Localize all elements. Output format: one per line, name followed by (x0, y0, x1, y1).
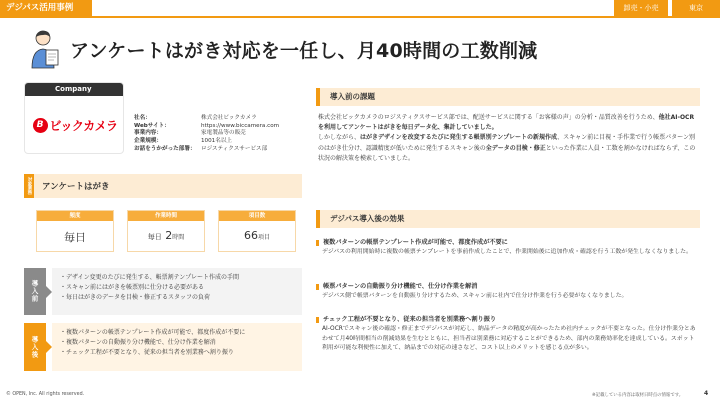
info-key: お話をうかがった部署： (134, 145, 196, 152)
effect-title: 複数パターンの帳票テンプレート作成が可能で、都度作成が不要に (316, 238, 700, 248)
issue-text: 、認識精度が低いために発生するスキャン後の (359, 144, 486, 152)
stat-label: 頻度 (37, 211, 113, 221)
copyright: © OPEN, Inc. All rights reserved. (6, 392, 85, 397)
list-item: ・ デザイン変更のたびに発生する、帳票割テンプレート作成の手間 (60, 273, 294, 283)
company-info (134, 115, 279, 154)
issue-text-bold: 他社AI-OCRを利用してアンケートはがきを毎日データ化、集計していました。 (318, 114, 695, 132)
page-title: アンケートはがき対応を一任し、月40時間の工数削減 (70, 40, 538, 62)
info-value: ロジスティクスサービス部 (201, 145, 268, 152)
stat-value (37, 221, 113, 245)
logo-text: ビックカメラ (49, 118, 118, 133)
section-accent-bar (316, 210, 320, 228)
stat-frequency (36, 210, 114, 252)
list-item: ・ 毎日はがきのデータを目検・修正するスタッフの負荷 (60, 293, 294, 303)
issue-text: 、スキャン前に目視・手作業で行う帳票パターン別のはがき仕分け (318, 134, 695, 152)
info-key: 事業内容： (134, 130, 162, 137)
top-divider (0, 16, 720, 18)
issue-text: 株式会社ビックカメラのロジスティクスサービス部では、配送サービスに関する「お客様の声」の分析・品質改善を行うため、 (318, 114, 659, 121)
issue-text-bold: 全データの目検・修正 (485, 144, 546, 152)
company-card-header: Company (25, 83, 123, 96)
stat-number: 2 (165, 229, 173, 242)
stat-value (128, 221, 204, 242)
info-value: 1001名以上 (201, 138, 233, 145)
list-item: ・ 複数パターンの帳票テンプレート作成が可能で、都度作成が不要に (60, 328, 294, 338)
company-logo (25, 96, 124, 154)
info-key: 企業規模： (134, 138, 162, 145)
list-item: ・ 複数パターンの自動振り分け機能で、仕分け作業を解消 (60, 338, 294, 348)
website-link[interactable]: https://www.biccamera.com (201, 122, 280, 129)
effect-item (316, 238, 700, 258)
before-list (52, 268, 302, 315)
person-with-document-icon (28, 28, 62, 72)
issue-text: といった作業に人員・工数を割かなければならず、この状況の解決策を模索していました。 (318, 144, 696, 162)
info-key: 社名： (134, 115, 151, 121)
stat-prefix: 毎日 (147, 233, 162, 241)
page-number: 4 (704, 390, 709, 397)
target-task-label: 対象業務 (24, 174, 34, 198)
section-accent-bar (316, 88, 320, 106)
info-row-name (134, 115, 279, 123)
effect-body: AI-OCRでスキャン後の確認・修正までデジパスが対応し、納品データの精度が高かったため社内チェックが不要となった。仕分け作業分とあわせて月40時間相当の削減効果を生むとともに、担当者は別業務に対応することができるため、部内の業務効率化を達成している。スポット利用が可能な利便性に加えて、納品までの対応の速さなど、コスト以上のメリットを感じる点が多い。 (322, 326, 696, 352)
info-value: 株式会社ビックカメラ (201, 115, 257, 121)
stat-work-time (127, 210, 205, 252)
info-row-department (134, 146, 279, 154)
info-value: 家電製品等の販売 (201, 130, 246, 137)
effect-title: 帳票パターンの自動振り分け機能で、仕分け作業を解消 (316, 282, 700, 292)
stat-item-count (218, 210, 296, 252)
after-list (52, 323, 302, 371)
effect-section-header (316, 210, 700, 228)
before-label: 導入前 (24, 268, 46, 315)
issue-text: しかしながら、 (318, 134, 361, 142)
effect-item (316, 315, 700, 354)
effect-heading: デジパス導入後の効果 (330, 214, 405, 223)
issue-heading: 導入前の課題 (330, 92, 375, 101)
stat-label: 項目数 (219, 211, 295, 221)
after-label: 導入後 (24, 323, 46, 371)
stat-label: 作業時間 (128, 211, 204, 221)
before-row (24, 268, 302, 315)
issue-section-header (316, 88, 700, 106)
effect-body: デジパス側で帳票パターンを自動振り分けするため、スキャン前に社内で仕分け作業を行う必要がなくなりました。 (322, 293, 628, 299)
section-tag: デジパス活用事例 (0, 0, 92, 17)
issue-text-bold: はがきデザインを改変するたびに発生する帳票別テンプレートの新規作成 (360, 134, 558, 142)
top-bar (0, 0, 720, 17)
list-item: ・ スキャン前にはがきを帳票別に仕分ける必要がある (60, 283, 294, 293)
logo-mark-icon: B (33, 118, 48, 133)
stat-unit: 項目 (257, 234, 270, 241)
industry-chip: 卸売・小売 (614, 0, 668, 17)
target-task-text: アンケートはがき (42, 182, 110, 192)
stat-unit: 時間 (172, 234, 185, 241)
effect-item (316, 282, 700, 302)
info-row-business (134, 130, 279, 138)
after-row (24, 323, 302, 371)
stat-value (219, 221, 295, 242)
title-area (28, 28, 588, 72)
stat-number: 毎日 (64, 231, 86, 244)
list-item: ・ チェック工程が不要となり、従来の担当者を別業務へ割り振り (60, 348, 294, 358)
footer-note: ※記載している内容は取材日時点の情報です。 (592, 393, 684, 398)
effect-body: デジパスの利用開始時に複数の帳票テンプレートを事前作成したことで、作業開始後に追加作成・確認を行う工数が発生しなくなりました。 (322, 249, 692, 255)
effect-title: チェック工程が不要となり、従来の担当者を別業務へ割り振り (316, 315, 700, 325)
stat-number: 66 (243, 229, 258, 242)
info-key: Webサイト： (134, 122, 170, 129)
company-card (24, 82, 124, 154)
info-row-size (134, 138, 279, 146)
region-chip: 東京 (672, 0, 720, 17)
issue-paragraph (318, 113, 698, 164)
